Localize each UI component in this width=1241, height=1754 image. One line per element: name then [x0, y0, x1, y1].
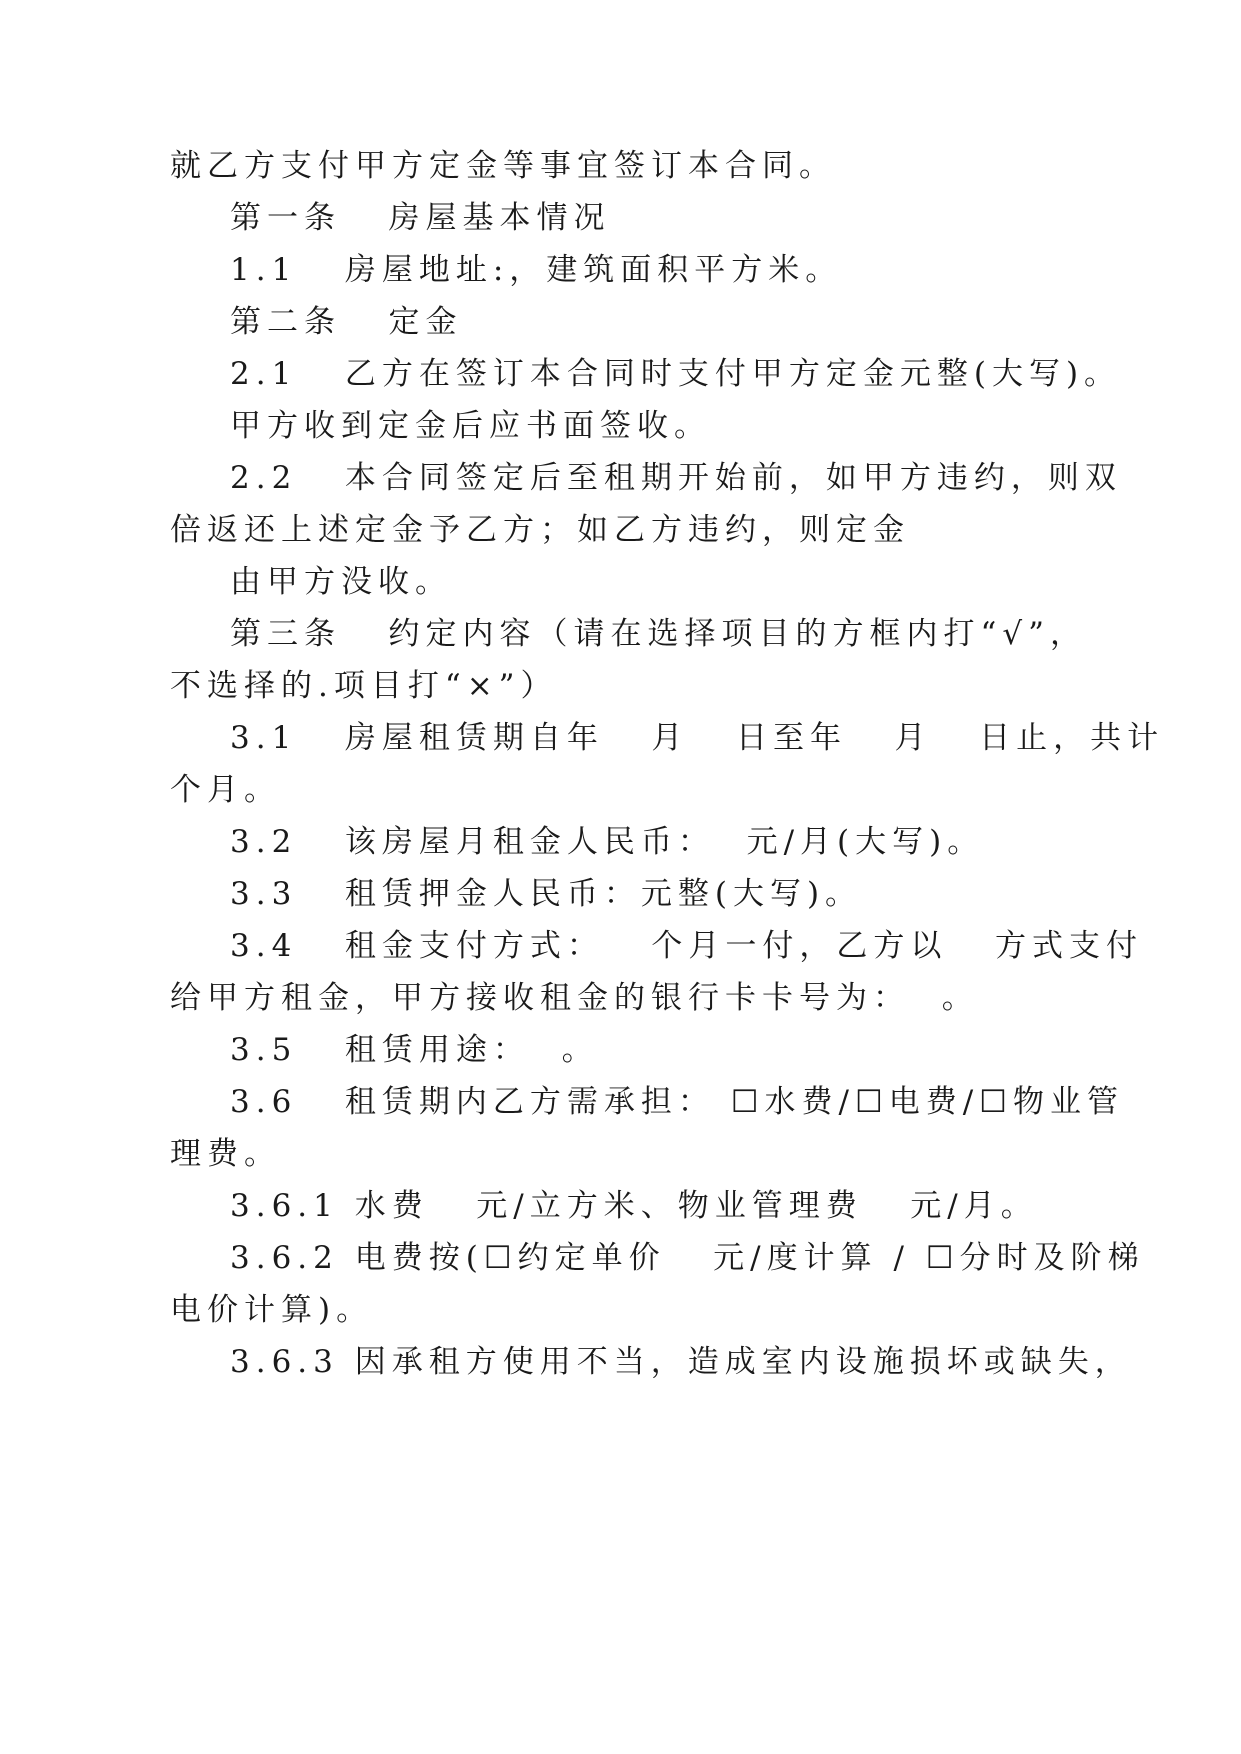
- text-line: 不选择的.项目打“×”）: [170, 668, 558, 704]
- text-line: 就乙方支付甲方定金等事宜签订本合同。: [170, 148, 836, 184]
- clause-line: 3.6 租赁期内乙方需承担： ☐水费/☐电费/☐物业管: [230, 1084, 1124, 1120]
- clause-line: 3.3 租赁押金人民币：元整(大写)。: [230, 876, 863, 912]
- text-line: 由甲方没收。: [230, 564, 452, 600]
- clause-line: 3.6.1 水费 元/立方米、物业管理费 元/月。: [230, 1188, 1038, 1224]
- clause-line: 3.2 该房屋月租金人民币： 元/月(大写)。: [230, 824, 985, 860]
- article-heading: 第三条 约定内容（请在选择项目的方框内打“√”，: [230, 616, 1088, 652]
- clause-line: 1.1 房屋地址:，建筑面积平方米。: [230, 252, 843, 288]
- clause-line: 3.1 房屋租赁期自年 月 日至年 月 日止，共计: [230, 720, 1165, 756]
- clause-line: 3.4 租金支付方式： 个月一付，乙方以 方式支付: [230, 928, 1143, 964]
- text-line: 甲方收到定金后应书面签收。: [230, 408, 711, 444]
- text-line: 个月。: [170, 772, 281, 808]
- clause-line: 3.6.3 因承租方使用不当，造成室内设施损坏或缺失，: [230, 1344, 1132, 1380]
- clause-line: 2.1 乙方在签订本合同时支付甲方定金元整(大写)。: [230, 356, 1122, 392]
- clause-line: 3.5 租赁用途： 。: [230, 1032, 599, 1068]
- article-heading: 第二条 定金: [230, 304, 463, 340]
- text-line: 给甲方租金，甲方接收租金的银行卡卡号为： 。: [170, 980, 979, 1016]
- article-heading: 第一条 房屋基本情况: [230, 200, 611, 236]
- clause-line: 3.6.2 电费按(☐约定单价 元/度计算 / ☐分时及阶梯: [230, 1240, 1145, 1276]
- text-line: 理费。: [170, 1136, 281, 1172]
- clause-line: 2.2 本合同签定后至租期开始前，如甲方违约，则双: [230, 460, 1122, 496]
- text-line: 电价计算)。: [170, 1292, 374, 1328]
- text-line: 倍返还上述定金予乙方；如乙方违约，则定金: [170, 512, 910, 548]
